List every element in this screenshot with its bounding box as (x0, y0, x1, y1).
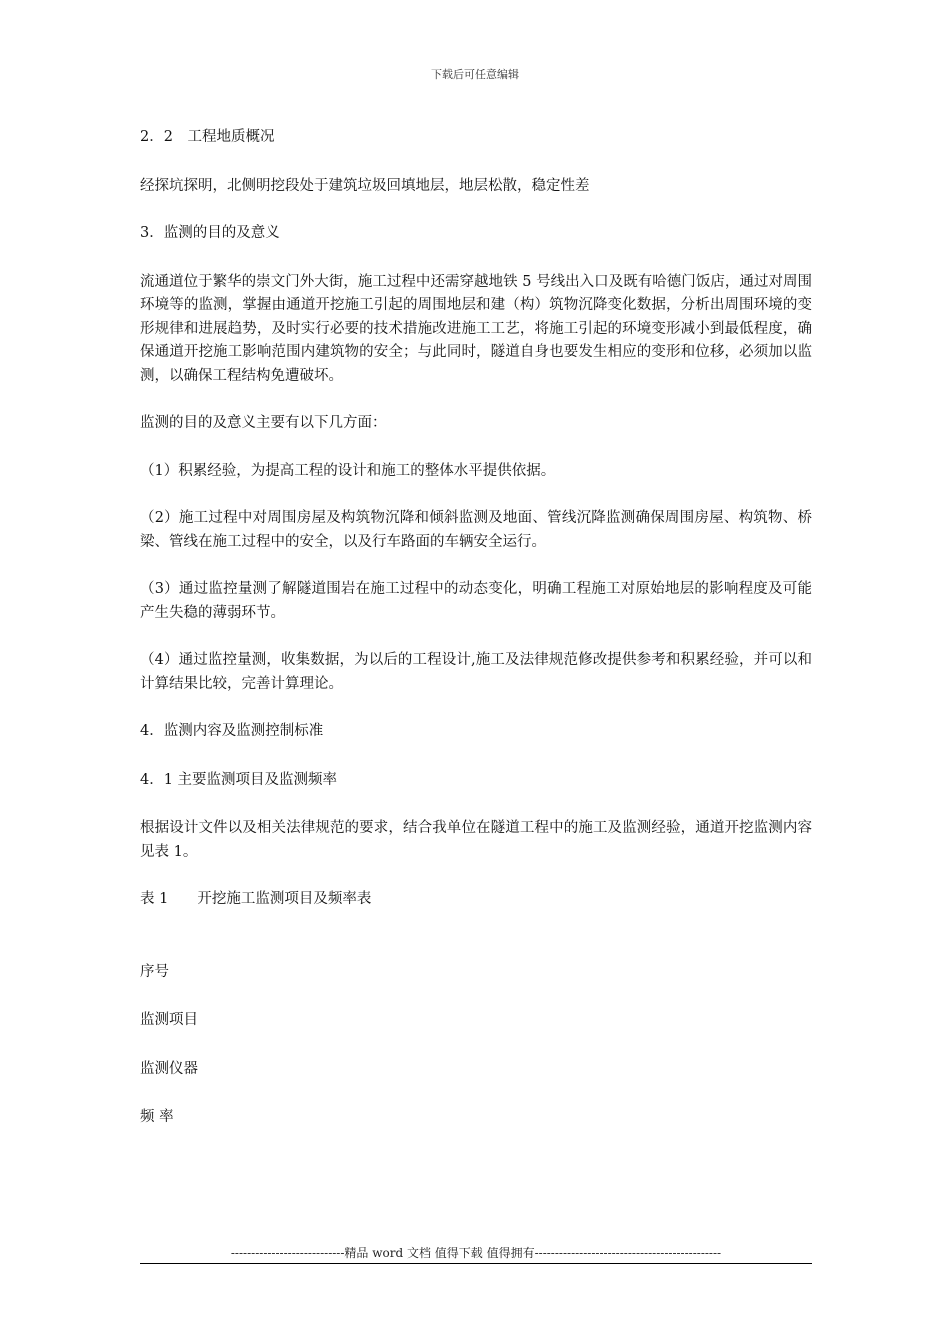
list-item-1: （1）积累经验，为提高工程的设计和施工的整体水平提供依据。 (140, 462, 556, 479)
section-heading-4: 4．监测内容及监测控制标准 (140, 723, 324, 739)
paragraph-geology: 经探坑探明，北侧明挖段处于建筑垃圾回填地层，地层松散，稳定性差 (140, 177, 590, 194)
table-header-instrument: 监测仪器 (140, 1060, 198, 1077)
paragraph-purpose: 流通道位于繁华的崇文门外大街，施工过程中还需穿越地铁 5 号线出入口及既有哈德门饭店，通过对周围环境等的监测，掌握由通道开挖施工引起的周围地层和建（构）筑物沉降变化数据，分析出周围环境的变形规律和进展趋势，及时实行必要的技术措施改进施工工艺，将施工引起的环境变形减小到最低程度，确保通道开挖施工影响范围内建筑物的安全；与此同时，隧道自身也要发生相应的变形和位移，必须加以监测，以确保工程结构免遭破坏。 (140, 273, 812, 384)
table-header-index: 序号 (140, 963, 169, 980)
list-item-3: （3）通过监控量测了解隧道围岩在施工过程中的动态变化，明确工程施工对原始地层的影响程度及可能产生失稳的薄弱环节。 (140, 581, 812, 621)
paragraph-monitoring-content: 根据设计文件以及相关法律规范的要求，结合我单位在隧道工程中的施工及监测经验，通道开挖监测内容见表 1。 (140, 820, 812, 860)
document-body (140, 126, 812, 1155)
list-item-2: （2）施工过程中对周围房屋及构筑物沉降和倾斜监测及地面、管线沉降监测确保周围房屋、构筑物、桥梁、管线在施工过程中的安全，以及行车路面的车辆安全运行。 (140, 510, 812, 550)
section-heading-3: 3．监测的目的及意义 (140, 225, 280, 241)
section-heading-4-1: 4．1 主要监测项目及监测频率 (140, 771, 338, 788)
page-footer: ----------------------------精品 word 文档 值得下载 值得拥有---------------------------------------------- (230, 1246, 722, 1260)
table-header-frequency: 频 率 (140, 1109, 174, 1125)
footer-divider (140, 1263, 812, 1264)
table-caption: 表 1 开挖施工监测项目及频率表 (140, 891, 372, 907)
paragraph-purpose-intro: 监测的目的及意义主要有以下几方面： (140, 415, 387, 431)
list-item-4: （4）通过监控量测，收集数据，为以后的工程设计,施工及法律规范修改提供参考和积累经验，并可以和计算结果比较，完善计算理论。 (140, 652, 812, 692)
page-header-note: 下载后可任意编辑 (431, 68, 519, 81)
section-heading-2-2: 2．2 工程地质概况 (140, 129, 275, 145)
table-header-item: 监测项目 (140, 1012, 198, 1028)
